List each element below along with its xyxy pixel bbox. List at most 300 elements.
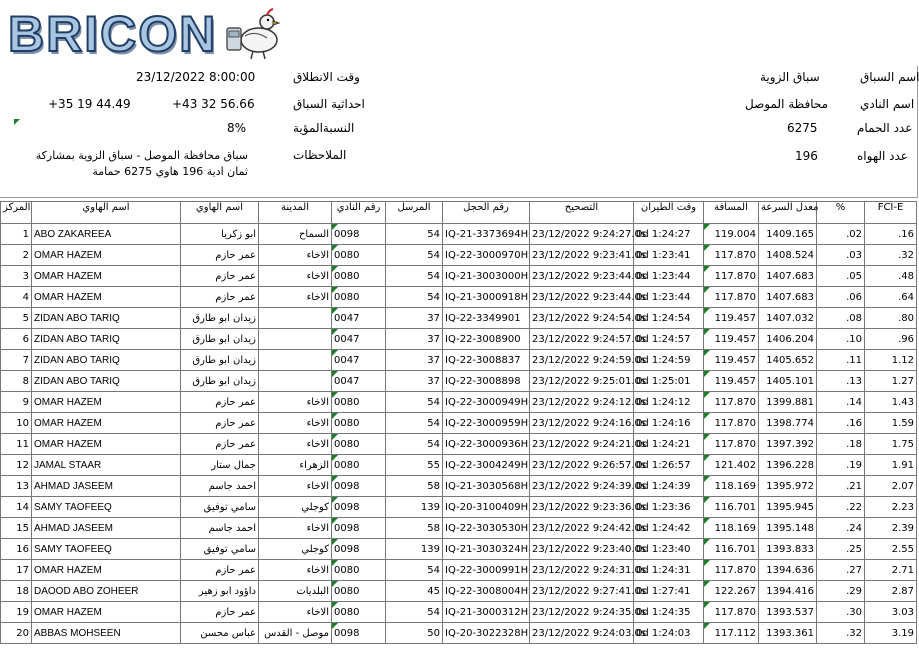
cell-ar: عمر حازم (181, 287, 259, 308)
cell-ar: عمر حازم (181, 266, 259, 287)
cell-marker (332, 602, 338, 608)
cell-dist: 117.112 (704, 623, 759, 644)
cell-marker (704, 308, 710, 314)
table-row[interactable] (1, 623, 917, 644)
table-row[interactable] (1, 518, 917, 539)
cell-clock: 23/12/2022 9:24:42.0s (530, 518, 634, 539)
cell-marker (332, 560, 338, 566)
col-header[interactable]: التصحيح (530, 202, 634, 224)
cell-ar: عباس محسن (181, 623, 259, 644)
table-row[interactable] (1, 539, 917, 560)
race-coord-lat: +43 32 56.66 (172, 97, 255, 111)
cell-name: AHMAD JASEEM (32, 476, 181, 497)
cell-speed: 1408.524 (759, 245, 817, 266)
results-table (0, 201, 917, 644)
cell-marker (332, 308, 338, 314)
cell-fly: 0d 1:23:36 (634, 497, 704, 518)
col-header[interactable]: وقت الطيران (634, 202, 704, 224)
cell-name: OMAR HAZEM (32, 434, 181, 455)
cell-marker (332, 350, 338, 356)
cell-name: OMAR HAZEM (32, 266, 181, 287)
cell-ring: IQ-21-3000312H (443, 602, 530, 623)
table-row[interactable] (1, 329, 917, 350)
cell-name: OMAR HAZEM (32, 287, 181, 308)
cell-speed: 1405.652 (759, 350, 817, 371)
cell-marker (332, 287, 338, 293)
cell-name: OMAR HAZEM (32, 245, 181, 266)
cell-rank: 18 (1, 581, 32, 602)
cell-fly: 0d 1:23:44 (634, 287, 704, 308)
cell-marker (704, 329, 710, 335)
cell-club: 0047 (332, 308, 386, 329)
cell-ring: IQ-21-3030568H (443, 476, 530, 497)
cell-pct: .03 (817, 245, 865, 266)
pigeons-count-value: 6275 (787, 121, 818, 135)
cell-ring: IQ-21-3030324H (443, 539, 530, 560)
table-row[interactable] (1, 455, 917, 476)
cell-marker (704, 602, 710, 608)
cell-name: SAMY TAOFEEQ (32, 539, 181, 560)
cell-sent: 45 (386, 581, 443, 602)
cell-ar: جمال ستار (181, 455, 259, 476)
table-row[interactable] (1, 392, 917, 413)
cell-sent: 50 (386, 623, 443, 644)
start-time-value: 23/12/2022 8:00:00 (136, 70, 256, 84)
cell-marker (704, 497, 710, 503)
race-info-panel (0, 66, 918, 198)
cell-sent: 58 (386, 476, 443, 497)
cell-ring: IQ-20-3022328H (443, 623, 530, 644)
cell-ring: IQ-22-3008898 (443, 371, 530, 392)
cell-name: SAMY TAOFEEQ (32, 497, 181, 518)
cell-marker (332, 497, 338, 503)
table-row[interactable] (1, 308, 917, 329)
cell-club: 0098 (332, 539, 386, 560)
cell-dist: 118.169 (704, 476, 759, 497)
cell-sent: 37 (386, 371, 443, 392)
cell-dist: 119.457 (704, 371, 759, 392)
notes-label: الملاحظات (293, 148, 347, 162)
bricon-logo (8, 6, 283, 62)
cell-sent: 54 (386, 434, 443, 455)
cell-rank: 1 (1, 224, 32, 245)
cell-marker (14, 119, 20, 125)
cell-dist: 119.457 (704, 329, 759, 350)
cell-rank: 17 (1, 560, 32, 581)
cell-fly: 0d 1:24:03 (634, 623, 704, 644)
cell-club: 0047 (332, 329, 386, 350)
cell-fci: 1.12 (865, 350, 917, 371)
cell-pct: .08 (817, 308, 865, 329)
cell-speed: 1394.416 (759, 581, 817, 602)
cell-city (259, 371, 332, 392)
cell-ring: IQ-22-3004249H (443, 455, 530, 476)
col-header[interactable]: رقم النادي (332, 202, 386, 224)
cell-clock: 23/12/2022 9:24:27.0s (530, 224, 634, 245)
cell-club: 0080 (332, 560, 386, 581)
col-header[interactable]: معدل السرعة (759, 202, 817, 224)
cell-fly: 0d 1:24:42 (634, 518, 704, 539)
cell-clock: 23/12/2022 9:24:35.0s (530, 602, 634, 623)
cell-name: ABBAS MOHSEEN (32, 623, 181, 644)
table-row[interactable] (1, 266, 917, 287)
cell-ar: سامي توفيق (181, 539, 259, 560)
cell-rank: 7 (1, 350, 32, 371)
cell-name: JAMAL STAAR (32, 455, 181, 476)
cell-speed: 1393.833 (759, 539, 817, 560)
cell-pct: .11 (817, 350, 865, 371)
cell-dist: 117.870 (704, 602, 759, 623)
cell-club: 0080 (332, 392, 386, 413)
col-header[interactable]: المسافة (704, 202, 759, 224)
cell-sent: 54 (386, 266, 443, 287)
cell-fly: 0d 1:24:54 (634, 308, 704, 329)
cell-ring: IQ-22-3008900 (443, 329, 530, 350)
cell-speed: 1394.636 (759, 560, 817, 581)
table-row[interactable] (1, 350, 917, 371)
club-name-value: محافظة الموصل (745, 97, 829, 111)
pigeons-count-label: عدد الحمام (857, 121, 913, 135)
cell-ring: IQ-22-3000959H (443, 413, 530, 434)
cell-club: 0098 (332, 497, 386, 518)
cell-fly: 0d 1:26:57 (634, 455, 704, 476)
cell-fci: .80 (865, 308, 917, 329)
cell-city: كوجلي (259, 497, 332, 518)
percent-label: النسبةالمؤية (293, 121, 355, 135)
cell-city: الاخاء (259, 245, 332, 266)
cell-rank: 10 (1, 413, 32, 434)
pigeon-clock-icon (221, 6, 283, 62)
table-row[interactable] (1, 224, 917, 245)
cell-city: الاخاء (259, 518, 332, 539)
cell-sent: 139 (386, 539, 443, 560)
cell-marker (332, 224, 338, 230)
cell-fly: 0d 1:24:57 (634, 329, 704, 350)
cell-city: الزهراء (259, 455, 332, 476)
cell-club: 0080 (332, 581, 386, 602)
cell-dist: 116.701 (704, 539, 759, 560)
cell-clock: 23/12/2022 9:24:16.0s (530, 413, 634, 434)
cell-pct: .22 (817, 497, 865, 518)
cell-marker (704, 413, 710, 419)
cell-ring: IQ-22-3000970H (443, 245, 530, 266)
cell-ring: IQ-22-3008837 (443, 350, 530, 371)
cell-marker (704, 560, 710, 566)
notes-value: سباق محافظة الموصل - سباق الزوية بمشاركة ثمان ادية 196 هاوي 6275 حمامة (35, 149, 248, 178)
cell-fci: .96 (865, 329, 917, 350)
cell-rank: 14 (1, 497, 32, 518)
cell-clock: 23/12/2022 9:24:21.0s (530, 434, 634, 455)
cell-name: OMAR HAZEM (32, 602, 181, 623)
cell-fci: 3.03 (865, 602, 917, 623)
cell-rank: 4 (1, 287, 32, 308)
cell-ring: IQ-22-3000936H (443, 434, 530, 455)
cell-speed: 1407.683 (759, 266, 817, 287)
cell-sent: 54 (386, 413, 443, 434)
fanciers-count-value: 196 (795, 149, 818, 163)
col-header[interactable]: اسم الهاوي (32, 202, 181, 224)
cell-name: ZIDAN ABO TARIQ (32, 371, 181, 392)
cell-sent: 139 (386, 497, 443, 518)
logo-text: BRICON (8, 6, 218, 62)
cell-dist: 119.457 (704, 350, 759, 371)
cell-fly: 0d 1:27:41 (634, 581, 704, 602)
cell-pct: .16 (817, 413, 865, 434)
start-time-label: وقت الانطلاق (293, 70, 360, 84)
cell-pct: .18 (817, 434, 865, 455)
table-row[interactable] (1, 602, 917, 623)
cell-fci: .64 (865, 287, 917, 308)
cell-marker (332, 539, 338, 545)
cell-pct: .05 (817, 266, 865, 287)
cell-fly: 0d 1:24:35 (634, 602, 704, 623)
cell-ar: احمد جاسم (181, 518, 259, 539)
cell-city: الاخاء (259, 602, 332, 623)
cell-marker (704, 350, 710, 356)
cell-ar: عمر حازم (181, 413, 259, 434)
cell-club: 0098 (332, 623, 386, 644)
cell-marker (704, 581, 710, 587)
cell-club: 0098 (332, 224, 386, 245)
cell-dist: 117.870 (704, 560, 759, 581)
cell-ar: زيدان ابو طارق (181, 350, 259, 371)
cell-club: 0098 (332, 476, 386, 497)
cell-ring: IQ-22-3008004H (443, 581, 530, 602)
cell-fly: 0d 1:24:39 (634, 476, 704, 497)
cell-ar: عمر حازم (181, 602, 259, 623)
cell-city: الاخاء (259, 266, 332, 287)
race-coords-label: احداثية السباق (293, 97, 365, 111)
cell-speed: 1393.361 (759, 623, 817, 644)
cell-clock: 23/12/2022 9:25:01.0s (530, 371, 634, 392)
cell-clock: 23/12/2022 9:23:44.0s (530, 287, 634, 308)
cell-sent: 54 (386, 392, 443, 413)
col-header[interactable]: المركز (1, 202, 32, 224)
cell-ring: IQ-22-3000991H (443, 560, 530, 581)
cell-name: OMAR HAZEM (32, 392, 181, 413)
cell-sent: 54 (386, 245, 443, 266)
cell-rank: 15 (1, 518, 32, 539)
cell-club: 0098 (332, 518, 386, 539)
cell-ar: عمر حازم (181, 245, 259, 266)
table-row[interactable] (1, 371, 917, 392)
cell-marker (704, 371, 710, 377)
cell-ring: IQ-21-3003000H (443, 266, 530, 287)
col-header[interactable]: المرسل (386, 202, 443, 224)
cell-fci: 1.75 (865, 434, 917, 455)
cell-clock: 23/12/2022 9:23:44.0s (530, 266, 634, 287)
cell-marker (704, 623, 710, 629)
cell-dist: 117.870 (704, 434, 759, 455)
cell-speed: 1395.945 (759, 497, 817, 518)
cell-club: 0080 (332, 602, 386, 623)
cell-ring: IQ-22-3349901 (443, 308, 530, 329)
cell-fci: 1.59 (865, 413, 917, 434)
cell-rank: 12 (1, 455, 32, 476)
cell-city: كوجلي (259, 539, 332, 560)
cell-dist: 118.169 (704, 518, 759, 539)
cell-city (259, 329, 332, 350)
cell-city: الاخاء (259, 560, 332, 581)
table-row[interactable] (1, 245, 917, 266)
table-row[interactable] (1, 287, 917, 308)
cell-rank: 3 (1, 266, 32, 287)
cell-fci: 2.87 (865, 581, 917, 602)
cell-city: البلديات (259, 581, 332, 602)
cell-city (259, 308, 332, 329)
cell-ring: IQ-21-3373694H (443, 224, 530, 245)
cell-marker (704, 224, 710, 230)
cell-speed: 1405.101 (759, 371, 817, 392)
cell-sent: 55 (386, 455, 443, 476)
cell-clock: 23/12/2022 9:27:41.0s (530, 581, 634, 602)
cell-club: 0080 (332, 455, 386, 476)
cell-pct: .10 (817, 329, 865, 350)
cell-city: الاخاء (259, 392, 332, 413)
cell-fly: 0d 1:24:12 (634, 392, 704, 413)
cell-fci: .32 (865, 245, 917, 266)
race-coord-lon: +35 19 44.49 (48, 97, 131, 111)
cell-ar: عمر حازم (181, 560, 259, 581)
cell-ring: IQ-21-3000918H (443, 287, 530, 308)
cell-fci: 1.91 (865, 455, 917, 476)
cell-speed: 1407.032 (759, 308, 817, 329)
cell-marker (332, 329, 338, 335)
cell-dist: 117.870 (704, 413, 759, 434)
cell-fci: 2.71 (865, 560, 917, 581)
cell-sent: 37 (386, 308, 443, 329)
cell-pct: .21 (817, 476, 865, 497)
cell-speed: 1398.774 (759, 413, 817, 434)
cell-dist: 117.870 (704, 245, 759, 266)
cell-fly: 0d 1:24:59 (634, 350, 704, 371)
cell-fly: 0d 1:24:21 (634, 434, 704, 455)
table-row[interactable] (1, 497, 917, 518)
club-name-label: اسم النادي (860, 97, 915, 111)
cell-dist: 117.870 (704, 266, 759, 287)
cell-clock: 23/12/2022 9:26:57.0s (530, 455, 634, 476)
table-header-row (1, 202, 917, 224)
col-header[interactable]: FCI-E (865, 202, 917, 224)
cell-club: 0080 (332, 434, 386, 455)
cell-marker (704, 245, 710, 251)
cell-ring: IQ-20-3100409H (443, 497, 530, 518)
table-row[interactable] (1, 476, 917, 497)
cell-marker (332, 581, 338, 587)
cell-ar: زيدان ابو طارق (181, 308, 259, 329)
cell-dist: 119.457 (704, 308, 759, 329)
cell-clock: 23/12/2022 9:23:40.0s (530, 539, 634, 560)
cell-clock: 23/12/2022 9:24:03.0s (530, 623, 634, 644)
cell-club: 0080 (332, 287, 386, 308)
results-body (1, 224, 917, 644)
cell-name: ZIDAN ABO TARIQ (32, 308, 181, 329)
cell-fly: 0d 1:23:40 (634, 539, 704, 560)
cell-name: ABO ZAKAREEA (32, 224, 181, 245)
cell-marker (332, 623, 338, 629)
cell-fly: 0d 1:24:16 (634, 413, 704, 434)
col-header[interactable]: رقم الحجل (443, 202, 530, 224)
col-header[interactable]: اسم الهاوي (181, 202, 259, 224)
col-header[interactable]: المدينة (259, 202, 332, 224)
table-row[interactable] (1, 413, 917, 434)
cell-club: 0080 (332, 245, 386, 266)
table-row[interactable] (1, 581, 917, 602)
cell-dist: 122.267 (704, 581, 759, 602)
cell-marker (704, 434, 710, 440)
cell-speed: 1395.148 (759, 518, 817, 539)
cell-marker (704, 476, 710, 482)
cell-sent: 54 (386, 602, 443, 623)
cell-fci: .16 (865, 224, 917, 245)
race-name-value: سباق الزوية (760, 70, 820, 84)
cell-speed: 1406.204 (759, 329, 817, 350)
cell-marker (704, 539, 710, 545)
cell-name: OMAR HAZEM (32, 413, 181, 434)
cell-fci: 2.55 (865, 539, 917, 560)
cell-clock: 23/12/2022 9:24:57.0s (530, 329, 634, 350)
cell-speed: 1409.165 (759, 224, 817, 245)
cell-marker (332, 434, 338, 440)
cell-pct: .30 (817, 602, 865, 623)
cell-clock: 23/12/2022 9:24:39.0s (530, 476, 634, 497)
cell-speed: 1396.228 (759, 455, 817, 476)
cell-rank: 5 (1, 308, 32, 329)
cell-rank: 19 (1, 602, 32, 623)
cell-dist: 117.870 (704, 287, 759, 308)
cell-ar: زيدان ابو طارق (181, 371, 259, 392)
cell-city: الاخاء (259, 434, 332, 455)
table-row[interactable] (1, 434, 917, 455)
cell-speed: 1395.972 (759, 476, 817, 497)
cell-marker (332, 392, 338, 398)
cell-ar: سامي توفيق (181, 497, 259, 518)
cell-fly: 0d 1:23:41 (634, 245, 704, 266)
cell-pct: .14 (817, 392, 865, 413)
cell-sent: 37 (386, 350, 443, 371)
percent-value: 8% (227, 121, 247, 135)
cell-name: AHMAD JASEEM (32, 518, 181, 539)
cell-ar: عمر حازم (181, 434, 259, 455)
cell-club: 0080 (332, 266, 386, 287)
cell-sent: 54 (386, 224, 443, 245)
table-row[interactable] (1, 560, 917, 581)
cell-pct: .25 (817, 539, 865, 560)
cell-pct: .29 (817, 581, 865, 602)
cell-dist: 119.004 (704, 224, 759, 245)
cell-city (259, 350, 332, 371)
cell-clock: 23/12/2022 9:24:54.0s (530, 308, 634, 329)
cell-fci: 2.23 (865, 497, 917, 518)
cell-dist: 117.870 (704, 392, 759, 413)
cell-marker (332, 455, 338, 461)
cell-speed: 1397.392 (759, 434, 817, 455)
cell-fci: 1.43 (865, 392, 917, 413)
cell-fly: 0d 1:23:44 (634, 266, 704, 287)
cell-pct: .24 (817, 518, 865, 539)
cell-ar: زيدان ابو طارق (181, 329, 259, 350)
cell-rank: 11 (1, 434, 32, 455)
cell-marker (704, 392, 710, 398)
cell-ar: داؤود ابو زهير (181, 581, 259, 602)
cell-city: الاخاء (259, 287, 332, 308)
cell-rank: 9 (1, 392, 32, 413)
col-header[interactable]: % (817, 202, 865, 224)
cell-speed: 1399.881 (759, 392, 817, 413)
cell-pct: .06 (817, 287, 865, 308)
cell-fci: 2.39 (865, 518, 917, 539)
cell-club: 0047 (332, 350, 386, 371)
